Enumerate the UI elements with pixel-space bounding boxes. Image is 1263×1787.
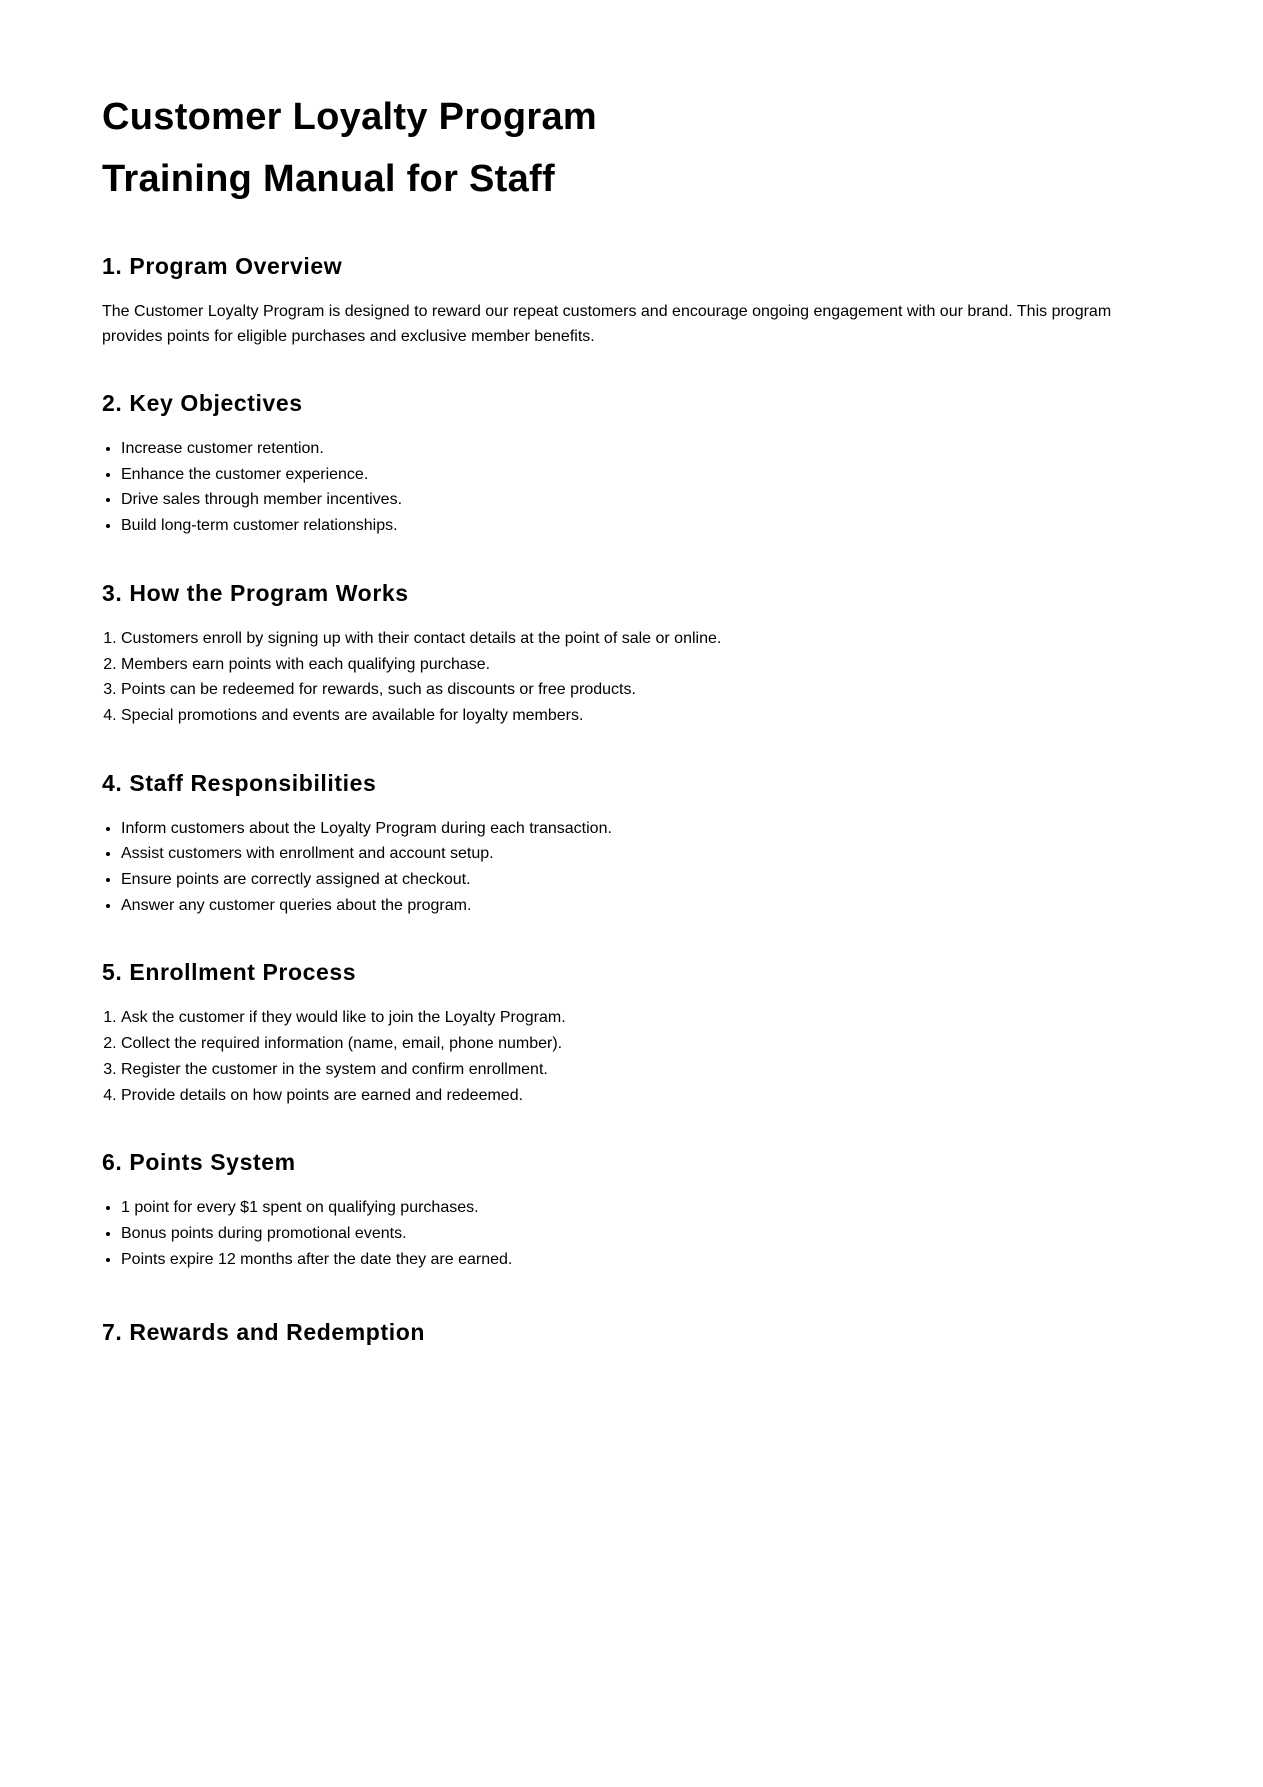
section-heading: 1. Program Overview	[102, 253, 343, 279]
list-item: • Assist customers with enrollment and account setup.	[121, 841, 1162, 867]
list-item: 1. Ask the customer if they would like to join the Loyalty Program.	[121, 1005, 1162, 1031]
section-enrollment-process	[102, 958, 1162, 1108]
list-item: • Ensure points are correctly assigned at checkout.	[121, 867, 1162, 893]
list-item: 3. Register the customer in the system and confirm enrollment.	[121, 1057, 1162, 1083]
list-item: • Enhance the customer experience.	[121, 462, 1162, 488]
section-heading: 3. How the Program Works	[102, 579, 409, 606]
section-points-system	[102, 1148, 1162, 1272]
section-key-objectives	[102, 389, 1162, 539]
title-line-2: Training Manual for Staff	[102, 158, 555, 200]
list-item: • Bonus points during promotional events.	[121, 1221, 1162, 1247]
section-how-program-works	[102, 579, 1162, 729]
list-item: 1. Customers enroll by signing up with their contact details at the point of sale or online.	[121, 626, 1162, 652]
enrollment-steps-list	[102, 1005, 1162, 1108]
section-heading: 5. Enrollment Process	[102, 959, 357, 986]
section-heading: 6. Points System	[102, 1149, 296, 1176]
section-heading: 4. Staff Responsibilities	[102, 769, 377, 796]
document-title	[102, 86, 1162, 210]
list-item: • Points expire 12 months after the date they are earned.	[121, 1247, 1162, 1273]
list-item: 2. Members earn points with each qualifying purchase.	[121, 652, 1162, 678]
section-program-overview	[102, 252, 1162, 349]
section-heading: 7. Rewards and Redemption	[102, 1319, 426, 1346]
document-content	[102, 86, 1162, 1386]
list-item: 3. Points can be redeemed for rewards, such as discounts or free products.	[121, 677, 1162, 703]
responsibilities-list	[102, 816, 1162, 919]
title-line-1: Customer Loyalty Program	[102, 96, 597, 138]
list-item: • Answer any customer queries about the program.	[121, 893, 1162, 919]
points-list	[102, 1195, 1162, 1272]
overview-paragraph: The Customer Loyalty Program is designed to reward our repeat customers and encourage ongoing engagement with our brand. This program provides points for eligible purchases and exclusive member benefits.	[102, 303, 1112, 345]
section-heading: 2. Key Objectives	[102, 390, 303, 416]
list-item: • Increase customer retention.	[121, 436, 1162, 462]
list-item: 2. Collect the required information (name, email, phone number).	[121, 1031, 1162, 1057]
objectives-list	[102, 436, 1162, 539]
list-item: 4. Special promotions and events are available for loyalty members.	[121, 703, 1162, 729]
list-item: • 1 point for every $1 spent on qualifying purchases.	[121, 1195, 1162, 1221]
list-item: • Inform customers about the Loyalty Program during each transaction.	[121, 816, 1162, 842]
list-item: 4. Provide details on how points are earned and redeemed.	[121, 1083, 1162, 1109]
list-item: • Build long-term customer relationships.	[121, 513, 1162, 539]
section-staff-responsibilities	[102, 769, 1162, 919]
section-rewards-redemption	[102, 1318, 1162, 1346]
how-it-works-list	[102, 626, 1162, 729]
list-item: • Drive sales through member incentives.	[121, 487, 1162, 513]
